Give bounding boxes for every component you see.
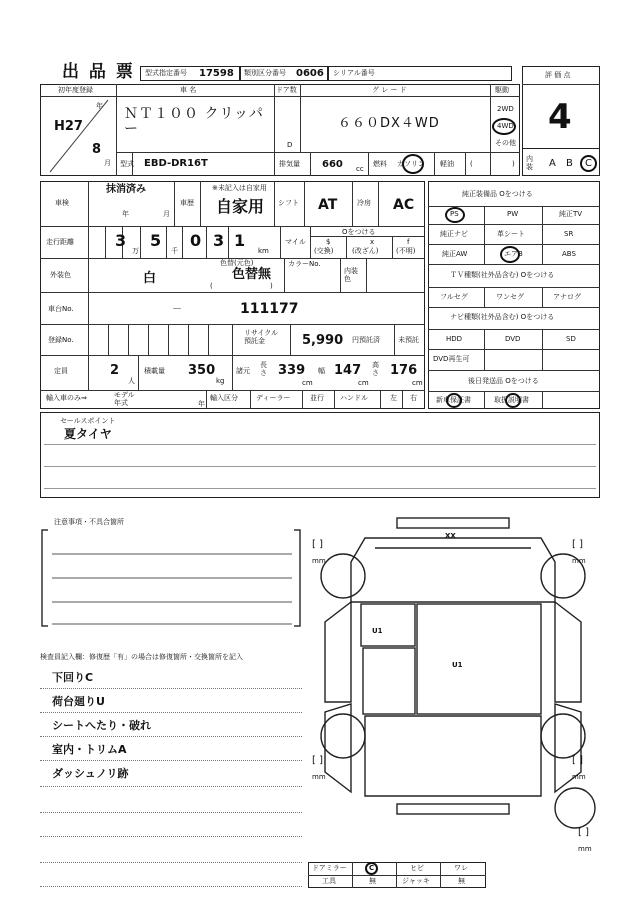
note-item-4: 室内・トリムA [52, 743, 127, 756]
score-value: 4 [548, 97, 572, 137]
capacity-label: 定員 [54, 367, 68, 375]
month-unit: 月 [104, 159, 111, 167]
interior-b: B [566, 158, 573, 169]
import-label: 輸入車のみ⇒ [46, 394, 87, 402]
person-unit: 人 [128, 377, 135, 385]
cab-rear [363, 648, 415, 714]
tools-mirror-label: ドアミラー [312, 864, 347, 872]
interior-a: A [549, 158, 556, 169]
recycle-amount: 5,990 [302, 333, 344, 348]
fuel-gasoline-circle [402, 154, 424, 174]
doors-label: ドア数 [276, 86, 297, 94]
mileage-digit-4: 3 [213, 231, 225, 250]
drive-4wd: 4WD [497, 122, 514, 130]
first-reg-month: 8 [92, 142, 102, 157]
note-item-5: ダッシュノリ跡 [52, 767, 129, 780]
type-value: EBD-DR16T [144, 158, 208, 169]
rear-bumper [397, 804, 509, 814]
color-change-label: 色替(元色) [220, 259, 254, 267]
handle-right: 右 [410, 394, 417, 402]
tread-rl-bracket: [ ] [312, 755, 323, 766]
left-rear-panel [325, 704, 351, 792]
navi-dvd: DVD [505, 335, 521, 343]
load-label: 積載量 [144, 367, 165, 375]
import-type-label: 輸入区分 [210, 394, 238, 402]
mile-label: マイル [285, 238, 306, 246]
displacement-label: 排気量 [279, 160, 300, 168]
tread-spare-bracket: [ ] [578, 827, 589, 838]
drive-label: 駆動 [495, 86, 509, 94]
length-value: 339 [278, 363, 306, 378]
car-name: ＮＴ１００ クリッパ [124, 106, 264, 122]
doors-value: D [287, 141, 293, 149]
equip-ps-circle [445, 207, 465, 223]
shift-value: AT [318, 197, 338, 213]
width-value: 147 [334, 363, 362, 378]
kg-unit: kg [216, 377, 225, 385]
capacity-value: 2 [110, 363, 120, 378]
mileage-digit-2: 5 [150, 231, 162, 250]
equipment-title: 純正装備品 Oをつける [462, 190, 533, 198]
tools-mirror-mark: C [369, 864, 375, 872]
length-label: 長さ [260, 361, 267, 377]
model-year-suffix: 年 [198, 400, 205, 408]
inspection-year: 年 [122, 210, 129, 218]
sen-unit: 千 [171, 247, 178, 255]
model-spec-label: 型式指定番号 [145, 69, 187, 77]
displacement-value: 660 [322, 159, 343, 170]
length-cm: cm [302, 379, 313, 387]
model-spec-no: 17598 [199, 68, 234, 79]
opt-dollar: $ [326, 238, 331, 246]
ac-label: 冷房 [357, 199, 371, 207]
interior-c-circle [580, 155, 597, 172]
import-parallel: 並行 [310, 394, 324, 402]
fuel-diesel: 軽油 [440, 160, 454, 168]
spare-tire [555, 788, 595, 828]
equip-tv: 純正TV [559, 210, 583, 218]
interior-label: 内装 [526, 155, 533, 171]
score-label: 評 価 点 [545, 71, 571, 79]
load-value: 350 [188, 363, 216, 378]
navi-title: ナビ種類(社外品含む) Oをつける [450, 313, 555, 321]
height-cm: cm [412, 379, 423, 387]
later-manual-circle [505, 393, 521, 408]
handle-left: 左 [390, 394, 397, 402]
color-paren-right: ) [270, 282, 273, 290]
chassis-no: 111177 [240, 301, 299, 317]
drive-4wd-circle [492, 118, 516, 135]
interior-color-label: 内装色 [344, 267, 358, 283]
later-warranty: 新車保証書 [436, 396, 471, 404]
car-damage-diagram [305, 512, 605, 857]
shift-label: シフト [278, 199, 299, 207]
bed [417, 604, 541, 714]
mark-bed-u1: U1 [452, 661, 463, 669]
import-dealer: ディーラー [256, 394, 291, 402]
drive-other: その他 [495, 139, 516, 147]
equip-abs: ABS [562, 250, 576, 258]
mileage-digit-1: 3 [115, 231, 127, 250]
tools-jack-label: ジャッキ [402, 877, 430, 885]
equip-navi: 純正ナビ [440, 230, 468, 238]
mileage-digit-5: 1 [234, 231, 246, 250]
cab-roof-left [361, 604, 415, 646]
circle-note: Oをつける [342, 228, 376, 236]
mark-cab-u1: U1 [372, 627, 383, 635]
chassis-label: 車台No. [48, 305, 74, 313]
color-change-value: 色替無 [232, 267, 272, 282]
color-paren-left: ( [210, 282, 213, 290]
inspection-month: 月 [163, 210, 170, 218]
car-name-line2: ー [124, 121, 138, 137]
front-bumper [397, 518, 509, 528]
chassis-prefix: － [172, 304, 182, 315]
tools-mirror-circle [365, 862, 378, 875]
tools-break-label: ワレ [454, 864, 468, 872]
right-door [555, 602, 581, 702]
car-name-label: 車 名 [180, 86, 197, 94]
cc-unit: cc [356, 165, 364, 173]
color-label: 外装色 [50, 271, 71, 279]
inspection-status: 抹消済み [106, 184, 146, 195]
first-reg-label: 初年度登録 [58, 86, 93, 94]
inspection-label: 車検 [55, 199, 69, 207]
equip-leather: 革シート [497, 230, 525, 238]
ac-value: AC [393, 197, 415, 213]
notes-bracket [40, 526, 302, 630]
rear-gate [365, 716, 541, 796]
history-value: 自家用 [216, 197, 265, 216]
notes-title: 注意事項・不具合箇所 [54, 518, 124, 526]
later-title: 後日発送品 Oをつける [468, 377, 539, 385]
category-no: 0606 [296, 68, 324, 79]
dvd-playback: DVD再生可 [433, 355, 470, 363]
mileage-digit-3: 0 [190, 231, 202, 250]
drive-2wd: 2WD [497, 105, 514, 113]
opt-exchange: (交換) [314, 247, 334, 255]
fuel-label: 燃料 [373, 160, 387, 168]
height-label: 高さ [372, 361, 379, 377]
recycle-deposited: 円預託済 [352, 336, 380, 344]
handle-label: ハンドル [340, 394, 368, 402]
color-value: 白 [143, 271, 157, 286]
note-item-2: 荷台廻りU [52, 695, 105, 708]
year-unit: 年 [96, 102, 103, 110]
grade-value: ６６０DX４WD [338, 116, 440, 131]
note-item-3: シートへたり・破れ [52, 719, 151, 732]
opt-alter: (改ざん) [352, 247, 379, 255]
serial-label: シリアル番号 [333, 69, 375, 77]
color-no-label: カラーNo. [288, 260, 321, 268]
tire-front-left [321, 554, 365, 598]
mark-front-xx: XX [445, 532, 456, 540]
type-label: 型式 [120, 160, 134, 168]
tools-jack-value: 無 [458, 877, 465, 885]
tools-tool-label: 工具 [322, 877, 336, 885]
model-year-label: モデル年式 [114, 391, 135, 407]
width-cm: cm [358, 379, 369, 387]
height-value: 176 [390, 363, 418, 378]
equip-airbag-circle [500, 246, 520, 263]
recycle-not: 未預託 [398, 336, 419, 344]
tv-oneseg: ワンセグ [496, 293, 524, 301]
later-warranty-circle [446, 393, 462, 408]
opt-unknown: (不明) [396, 247, 416, 255]
opt-f: f [407, 238, 410, 246]
tread-fl-mm: mm [312, 557, 326, 565]
recycle-label: リサイクル預託金 [244, 329, 279, 346]
mileage-label: 走行距離 [46, 238, 74, 246]
tv-fullseg: フルセグ [440, 293, 468, 301]
later-manual: 取扱説明書 [494, 396, 529, 404]
equip-sr: SR [564, 230, 574, 238]
equip-ps: PS [450, 210, 459, 218]
dim-label: 諸元 [236, 367, 250, 375]
navi-sd: SD [566, 335, 576, 343]
tread-spare-mm: mm [578, 845, 592, 853]
tread-fr-bracket: [ ] [572, 539, 583, 550]
opt-x: x [370, 238, 375, 246]
navi-hdd: HDD [446, 335, 463, 343]
tv-analog: アナログ [553, 293, 581, 301]
page-title: 出 品 票 [62, 62, 135, 82]
history-note: ※未記入は自家用 [212, 184, 267, 192]
width-label: 幅 [318, 367, 325, 375]
grade-label: グ レ ー ド [372, 86, 407, 94]
tv-title: ＴＶ種類(社外品含む) Oをつける [450, 271, 555, 279]
interior-c: C [585, 158, 592, 169]
equip-aw: 純正AW [442, 250, 468, 258]
first-reg-era: H27 [54, 119, 83, 134]
left-door [325, 602, 351, 702]
sales-point-box [40, 412, 600, 498]
tools-tool-value: 無 [369, 877, 376, 885]
tread-rl-mm: mm [312, 773, 326, 781]
inspector-note: 検査員記入欄：修復歴「有」の場合は修復箇所・交換箇所を記入 [40, 653, 243, 661]
history-label: 車歴 [180, 199, 194, 207]
note-item-1: 下回りC [52, 671, 94, 684]
reg-no-label: 登録No. [48, 336, 74, 344]
sales-point-label: セールスポイント [60, 417, 116, 425]
man-unit: 万 [132, 247, 139, 255]
tread-rr-bracket: [ ] [572, 755, 583, 766]
tread-fr-mm: mm [572, 557, 586, 565]
equip-airbag: エアB [504, 250, 523, 258]
tread-fl-bracket: [ ] [312, 539, 323, 550]
km-unit: km [258, 247, 269, 255]
tread-rr-mm: mm [572, 773, 586, 781]
sales-point-text: 夏タイヤ [64, 427, 112, 441]
fuel-gasoline: ガソリン [397, 160, 425, 168]
category-label: 類別区分番号 [244, 69, 286, 77]
tools-crack-label: ヒビ [410, 864, 424, 872]
tire-rear-left [321, 714, 365, 758]
equip-pw: PW [507, 210, 519, 218]
tire-rear-right [541, 714, 585, 758]
